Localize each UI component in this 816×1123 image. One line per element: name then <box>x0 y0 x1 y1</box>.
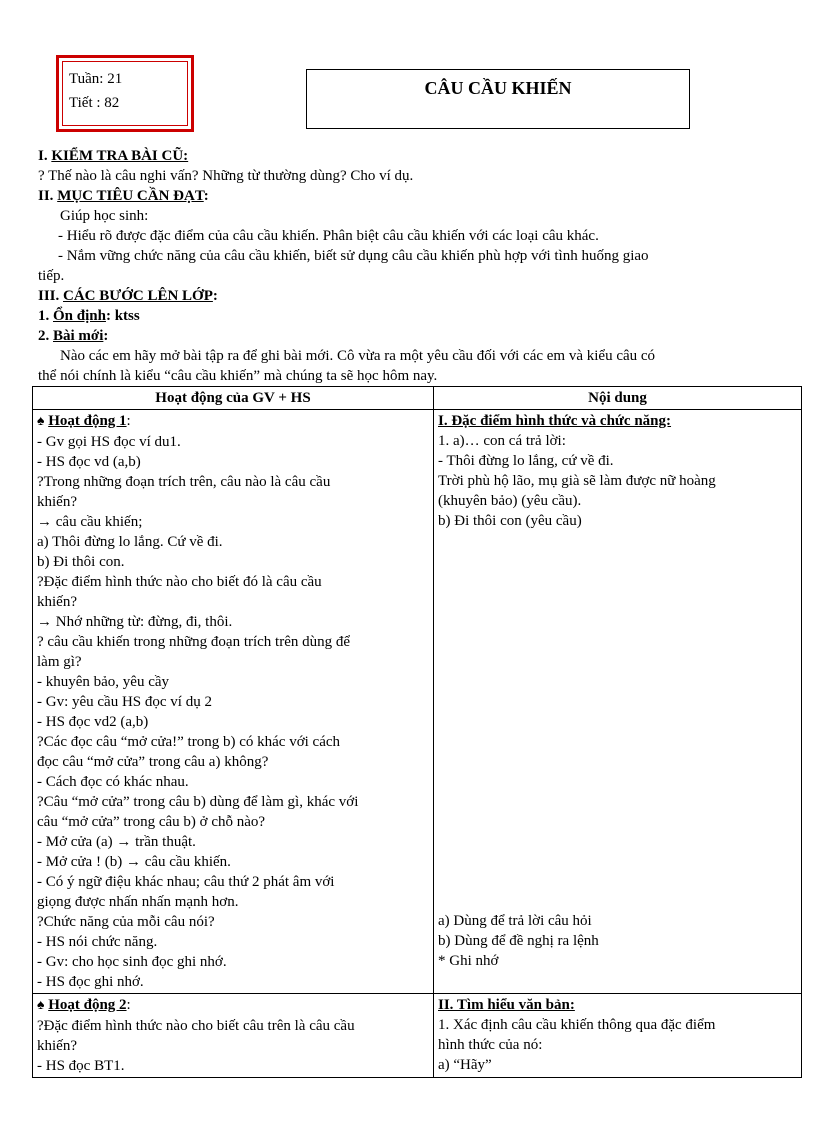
activity1-colon: : <box>126 413 131 429</box>
activity-line: khiến? <box>37 494 77 510</box>
activity1-title: Hoạt động 1 <box>48 413 127 429</box>
content2-title: II. Tìm hiểu văn bản: <box>438 997 575 1013</box>
row1-spacer <box>438 531 797 911</box>
section2-heading <box>38 186 790 206</box>
activity-line: - khuyên bảo, yêu cầy <box>37 674 170 690</box>
row2-content-cell <box>434 994 802 1078</box>
content-line: 1. a)… con cá trả lời: <box>438 433 566 449</box>
section1-heading <box>38 146 790 166</box>
row1-activity-cell <box>33 410 434 994</box>
activity2-colon: : <box>126 997 131 1013</box>
step2 <box>38 326 790 346</box>
content-line: b) Đi thôi con (yêu cầu) <box>438 513 582 529</box>
section2-item2b: tiếp. <box>38 268 65 284</box>
content-line: b) Dùng để đề nghị ra lệnh <box>438 933 599 949</box>
row1-right-top <box>438 431 797 531</box>
activity-line: giọng được nhấn nhấn mạnh hơn. <box>37 894 239 910</box>
row2-left-lines <box>37 1016 429 1076</box>
content-line: * Ghi nhớ <box>438 953 499 969</box>
table-row <box>33 410 802 994</box>
activity-line: - Gv: yêu cầu HS đọc ví dụ 2 <box>37 694 212 710</box>
step2-colon: : <box>103 328 109 344</box>
step1 <box>38 306 790 326</box>
activity-line: khiến? <box>37 594 77 610</box>
content-line: a) “Hãy” <box>438 1057 492 1073</box>
activity-line: - HS đọc BT1. <box>37 1058 125 1074</box>
activity-line: ?Đặc điểm hình thức nào cho biết câu trên là câu cầu <box>37 1018 355 1034</box>
content-line: hình thức của nó: <box>438 1037 543 1053</box>
section1-title: KIỂM TRA BÀI CŨ: <box>51 148 189 164</box>
activity-line: ?Trong những đoạn trích trên, câu nào là câu cầu <box>37 474 331 490</box>
content-line: 1. Xác định câu cầu khiến thông qua đặc điểm <box>438 1017 716 1033</box>
period-label: Tiết : 82 <box>69 95 120 111</box>
step1-number: 1. <box>38 308 50 324</box>
table-header-activity: Hoạt động của GV + HS <box>33 387 434 410</box>
spade-icon: ♠ <box>37 998 45 1013</box>
activity-line: - Gv: cho học sinh đọc ghi nhớ. <box>37 954 227 970</box>
spade-icon: ♠ <box>37 414 45 429</box>
week-label: Tuần: 21 <box>69 71 123 87</box>
week-period-box <box>56 55 194 132</box>
section3-colon: : <box>212 288 218 304</box>
activity-line: → Nhớ những từ: đừng, đi, thôi. <box>37 614 233 630</box>
section3-heading <box>38 286 790 306</box>
step1-title: Ổn định <box>53 308 106 324</box>
activity2-title: Hoạt động 2 <box>48 997 127 1013</box>
section2-item2a: - Nắm vững chức năng của câu cầu khiến, biết sử dụng câu cầu khiến phù hợp với tình huống giao <box>58 248 649 264</box>
row2-activity-cell <box>33 994 434 1078</box>
activity-line: câu “mở cửa” trong câu b) ở chỗ nào? <box>37 814 266 830</box>
section3-title: CÁC BƯỚC LÊN LỚP <box>63 288 213 304</box>
section2-number: II. <box>38 188 54 204</box>
content-line: Trời phù hộ lão, mụ già sẽ làm được nữ hoàng <box>438 473 716 489</box>
section2-colon: : <box>203 188 209 204</box>
activity-line: ?Các đọc câu “mở cửa!” trong b) có khác với cách <box>37 734 341 750</box>
row2-right-lines <box>438 1015 797 1075</box>
document-body <box>38 146 790 386</box>
content-line: (khuyên bảo) (yêu cầu). <box>438 493 582 509</box>
title-box <box>306 69 690 129</box>
section3-number: III. <box>38 288 60 304</box>
activity-line: - HS đọc vd2 (a,b) <box>37 714 149 730</box>
activity-line: - HS đọc ghi nhớ. <box>37 974 144 990</box>
activity-line: a) Thôi đừng lo lắng. Cứ về đi. <box>37 534 223 550</box>
activity-line: ?Câu “mở cửa” trong câu b) dùng để làm gì, khác với <box>37 794 359 810</box>
activity-line: làm gì? <box>37 654 82 670</box>
section1-number: I. <box>38 148 48 164</box>
activity-line: ?Đặc điểm hình thức nào cho biết đó là câu cầu <box>37 574 322 590</box>
activity-line: b) Đi thôi con. <box>37 554 125 570</box>
activity-line: - Gv gọi HS đọc ví du1. <box>37 434 181 450</box>
table-header-row <box>33 387 802 410</box>
row1-left-lines <box>37 432 429 992</box>
step2-title: Bài mới <box>53 328 104 344</box>
step2-number: 2. <box>38 328 50 344</box>
activity-line: đọc câu “mở cửa” trong câu a) không? <box>37 754 269 770</box>
activity-line: - Mở cửa ! (b) → câu cầu khiến. <box>37 854 231 870</box>
section2-title: MỤC TIÊU CẦN ĐẠT <box>57 188 204 204</box>
activity-line: → câu cầu khiến; <box>37 514 143 530</box>
content-line: - Thôi đừng lo lắng, cứ về đi. <box>438 453 614 469</box>
content-line: a) Dùng để trả lời câu hỏi <box>438 913 592 929</box>
activity-line: - Có ý ngữ điệu khác nhau; câu thứ 2 phát âm với <box>37 874 335 890</box>
row1-right-bottom <box>438 911 797 971</box>
step2-intro-b: thể nói chính là kiểu “câu cầu khiến” mà chúng ta sẽ học hôm nay. <box>38 368 438 384</box>
activity-line: - Mở cửa (a) → trần thuật. <box>37 834 196 850</box>
activity2-heading <box>37 995 429 1016</box>
table-row <box>33 994 802 1078</box>
row1-content-cell <box>434 410 802 994</box>
section2-item1: - Hiểu rõ được đặc điểm của câu cầu khiến. Phân biệt câu cầu khiến với các loại câu khác. <box>58 228 599 244</box>
lesson-table <box>32 386 802 1078</box>
content1-title: I. Đặc điểm hình thức và chức năng: <box>438 413 672 429</box>
table-header-content: Nội dung <box>434 387 802 410</box>
page-title: CÂU CẦU KHIẾN <box>424 78 572 98</box>
activity-line: ?Chức năng của mỗi câu nói? <box>37 914 215 930</box>
step2-intro-a: Nào các em hãy mở bài tập ra để ghi bài mới. Cô vừa ra một yêu cầu đối với các em và kiểu câu có <box>60 348 656 364</box>
step1-rest: : ktss <box>105 308 140 324</box>
activity-line: ? câu cầu khiến trong những đoạn trích trên dùng để <box>37 634 351 650</box>
activity-line: khiến? <box>37 1038 77 1054</box>
week-period-inner <box>62 61 188 126</box>
activity-line: - HS đọc vd (a,b) <box>37 454 141 470</box>
section1-question: ? Thế nào là câu nghi vấn? Những từ thường dùng? Cho ví dụ. <box>38 168 414 184</box>
activity-line: - HS nói chức năng. <box>37 934 158 950</box>
activity1-heading <box>37 411 429 432</box>
section2-intro: Giúp học sinh: <box>60 208 149 224</box>
activity-line: - Cách đọc có khác nhau. <box>37 774 189 790</box>
